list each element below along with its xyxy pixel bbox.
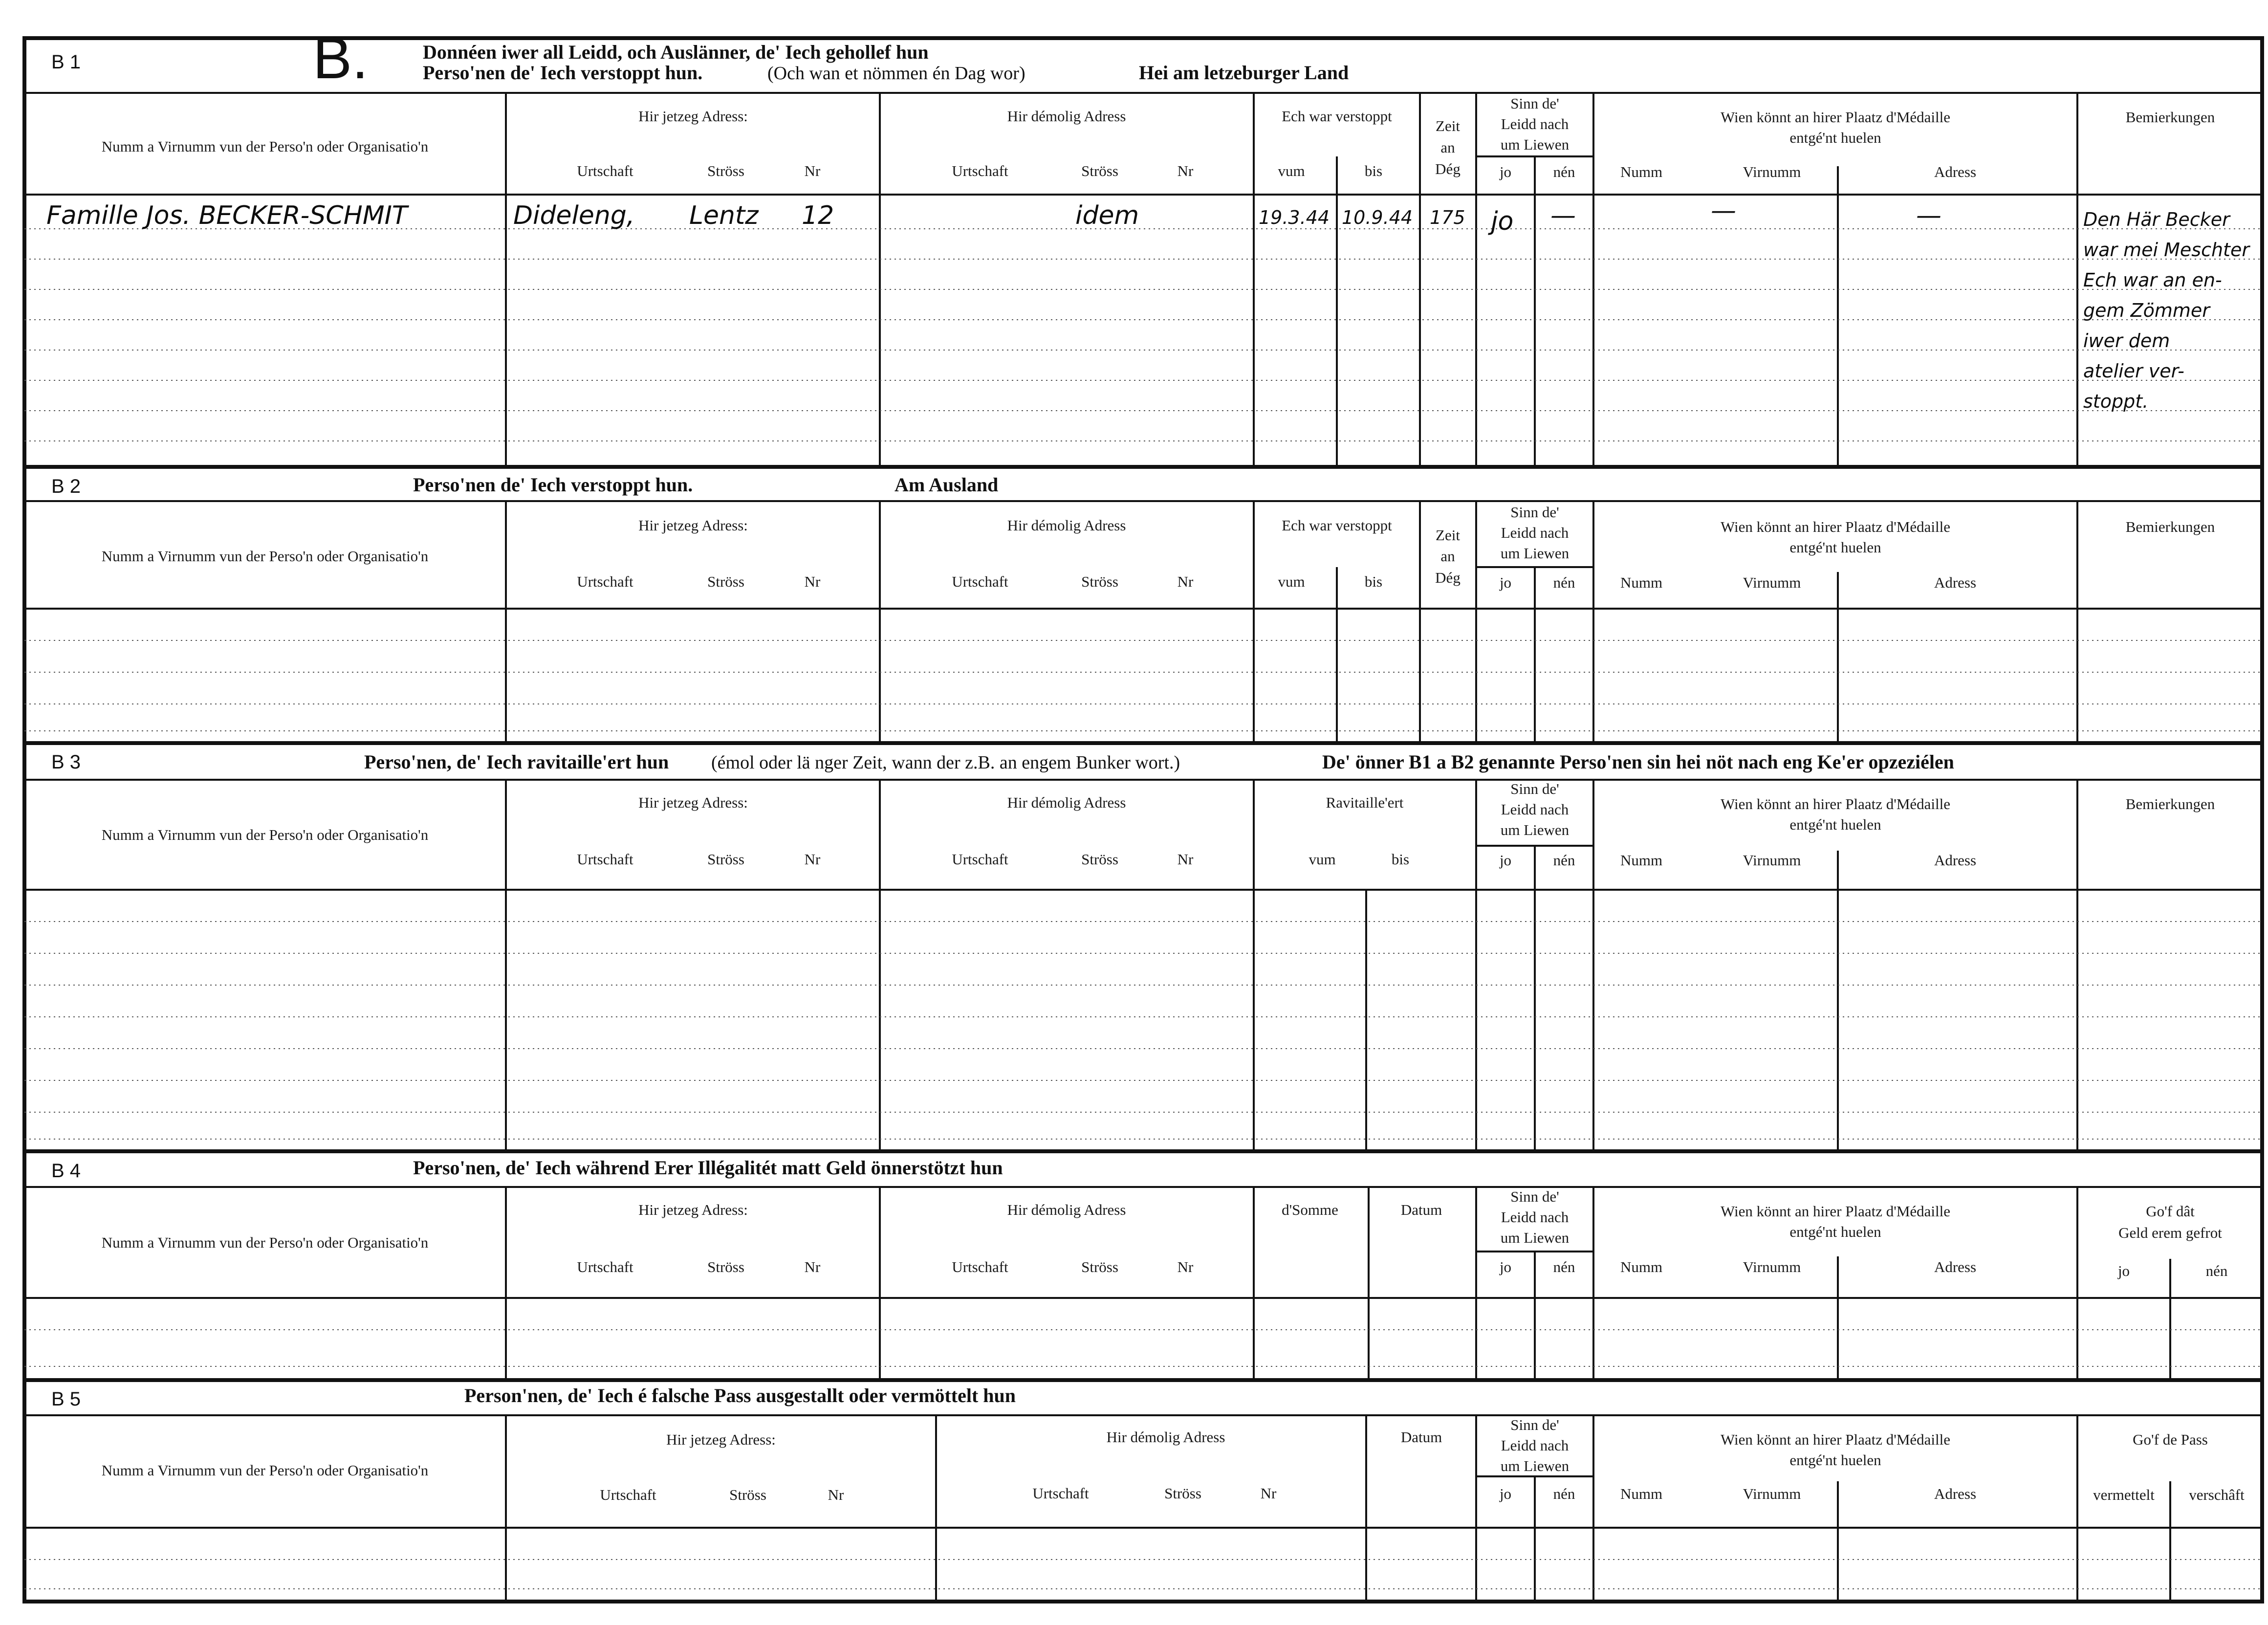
header-number: Nr: [1177, 162, 1194, 179]
header-number: Nr: [1177, 851, 1194, 868]
writing-lines: [24, 229, 2262, 441]
section-location: Hei am letzeburger Land: [1139, 62, 1349, 84]
header-street: Ströss: [707, 851, 744, 868]
entry-remark-line: iwer dem: [2083, 330, 2170, 351]
header-medal: Wien könnt an hirer Plaatz d'Médaille: [1720, 795, 1951, 812]
section-location: Am Ausland: [894, 474, 999, 496]
header-yes: jo: [2117, 1262, 2130, 1279]
header-town: Urtschaft: [600, 1486, 656, 1503]
header-date: Datum: [1400, 1428, 1442, 1446]
header-current-address: Hir jetzeg Adress:: [638, 794, 748, 811]
header-remarks: Bemierkungen: [2125, 518, 2215, 535]
writing-lines: [24, 1330, 2262, 1366]
header-no: nén: [1553, 1258, 1575, 1275]
entry-remark-line: Ech war an en-: [2083, 269, 2222, 291]
header-days: an: [1440, 139, 1455, 156]
header-no: nén: [1553, 163, 1575, 180]
header-remarks: Bemierkungen: [2125, 109, 2215, 126]
header-alive: Sinn de': [1510, 1188, 1559, 1205]
section-code: B 3: [51, 751, 81, 773]
header-former-address: Hir démolig Adress: [1007, 108, 1126, 125]
header-days: Zeit: [1436, 117, 1460, 134]
header-days: Zeit: [1436, 527, 1460, 544]
header-town: Urtschaft: [577, 573, 633, 590]
header-medal: entgé'nt huelen: [1789, 129, 1881, 146]
header-medal: Wien könnt an hirer Plaatz d'Médaille: [1720, 1203, 1951, 1220]
header-no: nén: [1553, 852, 1575, 869]
header-from: vum: [1278, 573, 1305, 590]
header-date: Datum: [1400, 1201, 1442, 1218]
header-medal-name: Numm: [1620, 1258, 1663, 1275]
form-letter: B.: [313, 25, 369, 91]
header-town: Urtschaft: [952, 1258, 1008, 1275]
header-name: Numm a Virnumm vun der Perso'n oder Organisatio'n: [101, 548, 429, 565]
header-alive: Sinn de': [1510, 1416, 1559, 1433]
header-until: bis: [1391, 851, 1410, 868]
header-days: an: [1440, 548, 1455, 565]
header-until: bis: [1364, 162, 1383, 179]
section-title: Perso'nen, de' Iech ravitaille'ert hun: [364, 751, 669, 773]
header-number: Nr: [1177, 573, 1194, 590]
header-medal-name: Numm: [1620, 1485, 1663, 1502]
header-street: Ströss: [707, 162, 744, 179]
header-town: Urtschaft: [952, 851, 1008, 868]
header-medal-address: Adress: [1934, 574, 1977, 591]
header-no: nén: [2205, 1262, 2228, 1279]
entry-alive-yes: jo: [1491, 207, 1514, 236]
entry-until-date: 10.9.44: [1342, 207, 1413, 228]
header-street: Ströss: [729, 1486, 766, 1503]
header-medal-name: Numm: [1620, 852, 1663, 869]
header-passport: Go'f de Pass: [2133, 1431, 2208, 1448]
header-town: Urtschaft: [577, 851, 633, 868]
header-former-address: Hir démolig Adress: [1007, 794, 1126, 811]
entry-days: 175: [1430, 207, 1465, 228]
header-from: vum: [1308, 851, 1336, 868]
section-subtitle: (émol oder lä nger Zeit, wann der z.B. an engem Bunker wort.): [711, 752, 1180, 773]
header-number: Nr: [804, 1258, 821, 1275]
header-medal: entgé'nt huelen: [1789, 539, 1881, 556]
entry-remark-line: gem Zömmer: [2083, 300, 2210, 321]
header-from: vum: [1278, 162, 1305, 179]
header-street: Ströss: [1164, 1485, 1201, 1502]
header-former-address: Hir démolig Adress: [1007, 1201, 1126, 1218]
header-name: Numm a Virnumm vun der Perso'n oder Organisatio'n: [101, 138, 429, 155]
entry-remark-line: Den Här Becker: [2083, 209, 2230, 230]
header-number: Nr: [1260, 1485, 1277, 1502]
header-alive: Leidd nach: [1501, 115, 1569, 132]
header-number: Nr: [804, 851, 821, 868]
header-period: Ech war verstoppt: [1282, 517, 1392, 534]
header-medal: Wien könnt an hirer Plaatz d'Médaille: [1720, 109, 1951, 126]
entry-medal-address: —: [1916, 201, 1941, 230]
section-code: B 4: [51, 1160, 81, 1182]
header-number: Nr: [828, 1486, 844, 1503]
header-alive: Leidd nach: [1501, 801, 1569, 818]
writing-lines: [24, 640, 2262, 731]
header-current-address: Hir jetzeg Adress:: [638, 108, 748, 125]
header-alive: um Liewen: [1500, 821, 1570, 838]
header-until: bis: [1364, 573, 1383, 590]
header-medal-firstname: Virnumm: [1743, 1258, 1801, 1275]
header-days: Dég: [1435, 160, 1461, 177]
header-yes: jo: [1499, 1485, 1512, 1502]
header-remarks: Bemierkungen: [2125, 795, 2215, 812]
section-b5: [24, 1384, 2262, 1602]
entry-current-town: Dideleng,: [513, 201, 635, 230]
header-medal-firstname: Virnumm: [1743, 1485, 1801, 1502]
section-note: De' önner B1 a B2 genannte Perso'nen sin hei nöt nach eng Ke'er opzeziélen: [1322, 751, 1954, 773]
header-no: nén: [1553, 574, 1575, 591]
header-name: Numm a Virnumm vun der Perso'n oder Organisatio'n: [101, 826, 429, 843]
header-period: Ravitaille'ert: [1326, 794, 1404, 811]
header-name: Numm a Virnumm vun der Perso'n oder Organisatio'n: [101, 1462, 429, 1479]
header-medal-address: Adress: [1934, 852, 1977, 869]
header-medal-address: Adress: [1934, 1485, 1977, 1502]
header-medal-name: Numm: [1620, 163, 1663, 180]
header-alive: Leidd nach: [1501, 1437, 1569, 1454]
header-medal: entgé'nt huelen: [1789, 816, 1881, 833]
header-town: Urtschaft: [952, 573, 1008, 590]
header-medal: Wien könnt an hirer Plaatz d'Médaille: [1720, 518, 1951, 535]
header-medal-address: Adress: [1934, 1258, 1977, 1275]
header-alive: Leidd nach: [1501, 1208, 1569, 1226]
header-alive: um Liewen: [1500, 545, 1570, 562]
header-name: Numm a Virnumm vun der Perso'n oder Organisatio'n: [101, 1234, 429, 1251]
header-passport-issued: verschâft: [2189, 1486, 2245, 1503]
header-amount: d'Somme: [1282, 1201, 1338, 1218]
header-town: Urtschaft: [577, 162, 633, 179]
header-current-address: Hir jetzeg Adress:: [666, 1431, 776, 1448]
section-title: Perso'nen de' Iech verstoppt hun.: [413, 474, 693, 496]
header-yes: jo: [1499, 574, 1512, 591]
header-street: Ströss: [1081, 1258, 1118, 1275]
header-money-refund: Geld erem gefrot: [2118, 1224, 2222, 1241]
entry-medal-firstname: —: [1711, 196, 1736, 225]
header-medal-firstname: Virnumm: [1743, 163, 1801, 180]
header-yes: jo: [1499, 163, 1512, 180]
header-street: Ströss: [707, 573, 744, 590]
section-code: B 2: [51, 476, 81, 497]
header-medal: entgé'nt huelen: [1789, 1223, 1881, 1240]
section-code: B 5: [51, 1388, 81, 1410]
header-town: Urtschaft: [577, 1258, 633, 1275]
entry-remark-line: war mei Meschter: [2083, 239, 2249, 261]
entry-alive-no: —: [1550, 201, 1576, 230]
section-b3: [24, 751, 2262, 1151]
entry-remark-line: atelier ver-: [2083, 360, 2184, 382]
header-street: Ströss: [707, 1258, 744, 1275]
header-alive: um Liewen: [1500, 136, 1570, 153]
header-former-address: Hir démolig Adress: [1106, 1428, 1225, 1446]
header-number: Nr: [1177, 1258, 1194, 1275]
header-number: Nr: [804, 162, 821, 179]
header-passport-mediated: vermettelt: [2093, 1486, 2155, 1503]
header-alive: um Liewen: [1500, 1457, 1570, 1474]
header-number: Nr: [804, 573, 821, 590]
header-medal-firstname: Virnumm: [1743, 852, 1801, 869]
entry-former-address: idem: [1075, 201, 1139, 230]
header-period: Ech war verstoppt: [1282, 108, 1392, 125]
entry-current-number: 12: [802, 201, 834, 230]
section-title: Perso'nen, de' Iech während Erer Illégalitét matt Geld önnerstötzt hun: [413, 1157, 1003, 1179]
header-no: nén: [1553, 1485, 1575, 1502]
section-code: B 1: [51, 51, 81, 73]
header-medal-name: Numm: [1620, 574, 1663, 591]
section-b2: [24, 474, 2262, 743]
header-alive: Sinn de': [1510, 780, 1559, 797]
header-medal: Wien könnt an hirer Plaatz d'Médaille: [1720, 1431, 1951, 1448]
header-current-address: Hir jetzeg Adress:: [638, 1201, 748, 1218]
header-current-address: Hir jetzeg Adress:: [638, 517, 748, 534]
section-subtitle: (Och wan et nömmen én Dag wor): [767, 63, 1025, 84]
header-alive: Leidd nach: [1501, 524, 1569, 541]
header-street: Ströss: [1081, 851, 1118, 868]
header-alive: Sinn de': [1510, 95, 1559, 112]
writing-lines: [24, 922, 2262, 1139]
header-yes: jo: [1499, 852, 1512, 869]
section-b4: [24, 1157, 2262, 1380]
entry-current-street: Lentz: [689, 201, 759, 230]
header-street: Ströss: [1081, 573, 1118, 590]
header-days: Dég: [1435, 569, 1461, 586]
header-medal: entgé'nt huelen: [1789, 1451, 1881, 1469]
section-title-line1: Donnéen iwer all Leidd, och Auslänner, de' Iech gehollef hun: [423, 41, 929, 63]
outer-frame: [24, 38, 2262, 1602]
entry-from-date: 19.3.44: [1259, 207, 1330, 228]
header-alive: Sinn de': [1510, 504, 1559, 521]
header-yes: jo: [1499, 1258, 1512, 1275]
writing-lines: [24, 1559, 2262, 1589]
section-title-line2: Perso'nen de' Iech verstoppt hun.: [423, 62, 703, 84]
header-former-address: Hir démolig Adress: [1007, 517, 1126, 534]
header-medal-firstname: Virnumm: [1743, 574, 1801, 591]
section-b1: [24, 25, 2262, 467]
header-medal-address: Adress: [1934, 163, 1977, 180]
header-town: Urtschaft: [952, 162, 1008, 179]
b1-entry-row: [46, 196, 2250, 412]
header-town: Urtschaft: [1032, 1485, 1089, 1502]
entry-name: Famille Jos. BECKER-SCHMIT: [46, 201, 408, 230]
header-money-refund: Go'f dât: [2146, 1203, 2195, 1220]
header-street: Ströss: [1081, 162, 1118, 179]
entry-remark-line: stoppt.: [2083, 391, 2149, 412]
header-alive: um Liewen: [1500, 1229, 1570, 1246]
section-title: Person'nen, de' Iech é falsche Pass ausgestallt oder vermöttelt hun: [464, 1384, 1016, 1406]
